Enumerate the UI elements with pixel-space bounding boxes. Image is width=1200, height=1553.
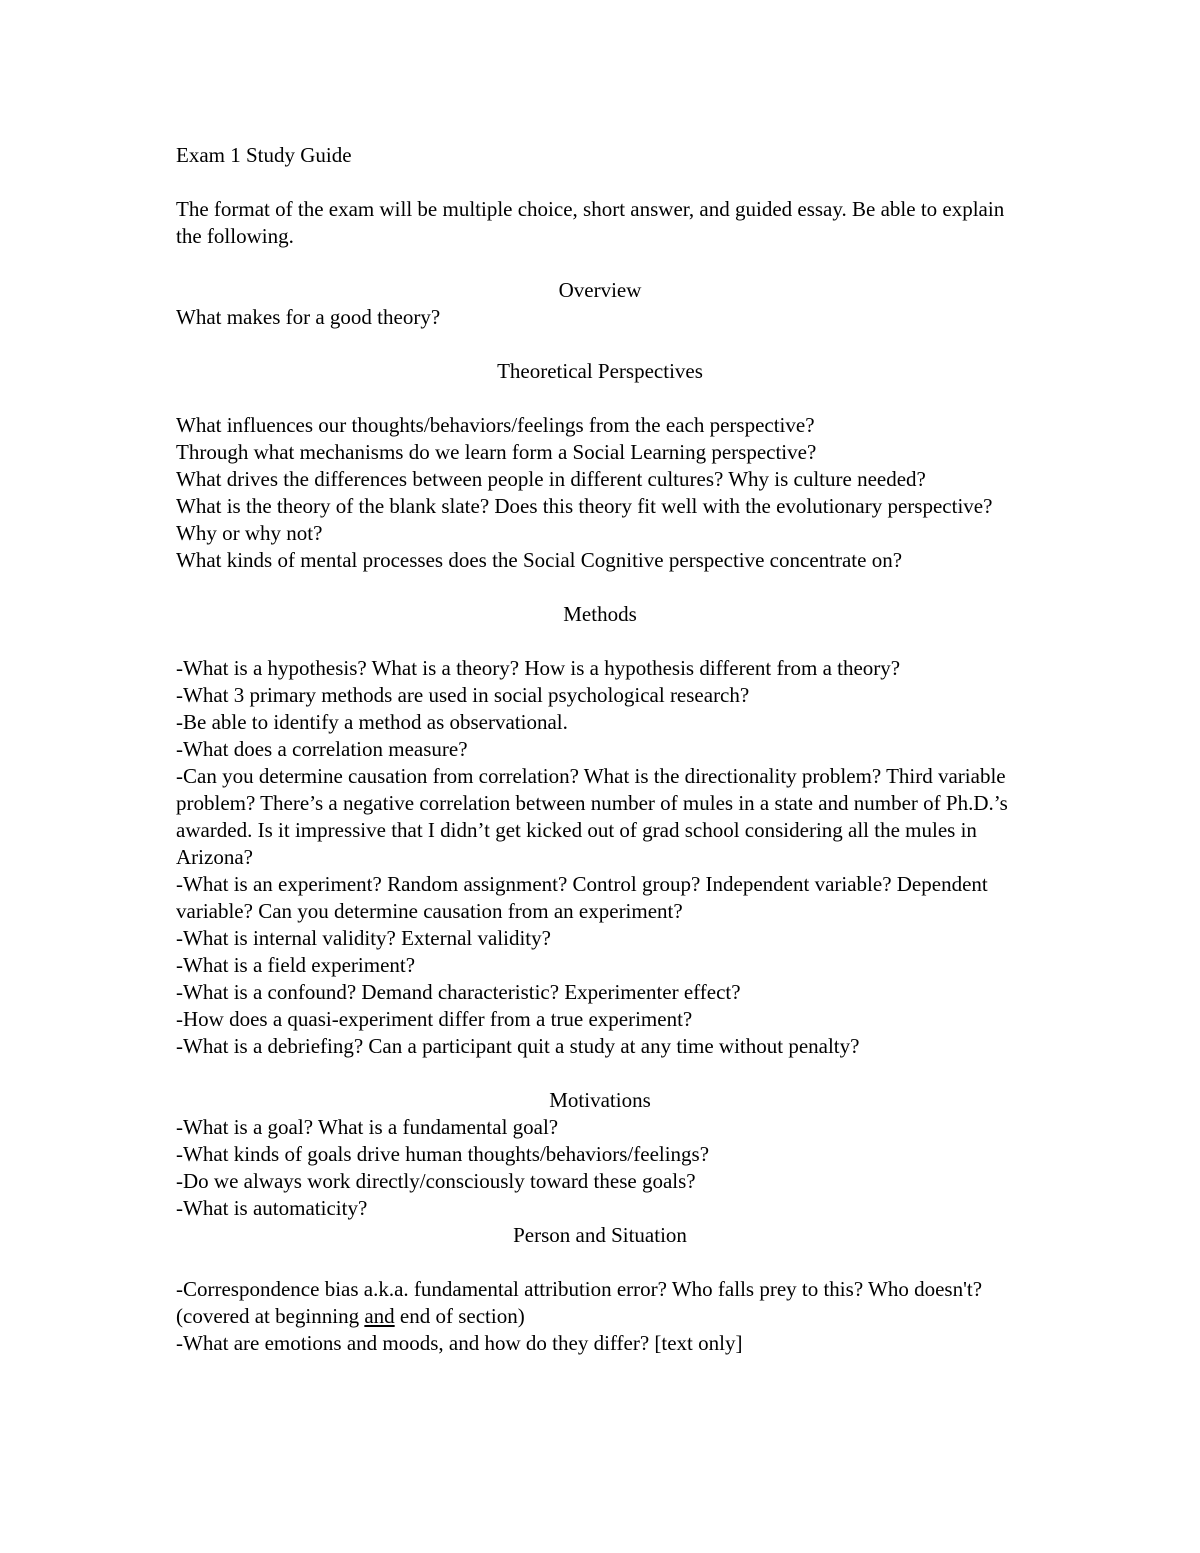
document-title: Exam 1 Study Guide (176, 143, 352, 167)
list-item: -Can you determine causation from correlation? What is the directionality problem? Third variable problem? There’s a negative correlation between number of mules in a state and number of Ph.D.’s awarded. Is it impressive that I didn’t get kicked out of grad school considering all the mules in Arizona? (176, 764, 1008, 869)
list-item: What is the theory of the blank slate? Does this theory fit well with the evolutionary perspective? Why or why not? (176, 494, 993, 545)
list-item: What influences our thoughts/behaviors/feelings from the each perspective? (176, 413, 815, 437)
list-item: -What 3 primary methods are used in social psychological research? (176, 683, 750, 707)
list-item: What kinds of mental processes does the Social Cognitive perspective concentrate on? (176, 548, 903, 572)
underlined-word: and (364, 1304, 395, 1328)
list-item: Through what mechanisms do we learn form a Social Learning perspective? (176, 440, 817, 464)
list-item: -What is a hypothesis? What is a theory? How is a hypothesis different from a theory? (176, 656, 901, 680)
list-item: -What is an experiment? Random assignment? Control group? Independent variable? Dependent variable? Can you determine causation from an experiment? (176, 872, 988, 923)
intro-paragraph: The format of the exam will be multiple choice, short answer, and guided essay. Be able to explain the following. (176, 197, 1005, 248)
section-heading-overview: Overview (558, 278, 642, 302)
section-heading-person-and-situation: Person and Situation (513, 1223, 687, 1247)
section-overview (176, 277, 1024, 331)
list-item: -What is automaticity? (176, 1196, 368, 1220)
list-item: -What is a debriefing? Can a participant quit a study at any time without penalty? (176, 1034, 860, 1058)
list-item: -What does a correlation measure? (176, 737, 468, 761)
list-item: What drives the differences between people in different cultures? Why is culture needed? (176, 467, 926, 491)
section-heading-methods: Methods (563, 602, 637, 626)
list-item-text: -Correspondence bias a.k.a. fundamental attribution error? Who falls prey to this? Who doesn't? (covered at beginning (176, 1277, 983, 1328)
section-heading-motivations: Motivations (549, 1088, 651, 1112)
list-item: -What is internal validity? External validity? (176, 926, 551, 950)
section-motivations (176, 1087, 1024, 1222)
section-heading-theoretical-perspectives: Theoretical Perspectives (497, 359, 703, 383)
section-person-and-situation (176, 1222, 1024, 1357)
list-item: -What are emotions and moods, and how do they differ? [text only] (176, 1331, 743, 1355)
list-item: What makes for a good theory? (176, 305, 441, 329)
list-item: -What kinds of goals drive human thoughts/behaviors/feelings? (176, 1142, 710, 1166)
list-item: -What is a goal? What is a fundamental goal? (176, 1115, 559, 1139)
list-item: -Be able to identify a method as observational. (176, 710, 568, 734)
section-theoretical-perspectives (176, 358, 1024, 574)
list-item: -What is a field experiment? (176, 953, 416, 977)
section-methods (176, 601, 1024, 1060)
list-item: -What is a confound? Demand characteristic? Experimenter effect? (176, 980, 741, 1004)
list-item (176, 1276, 1024, 1330)
list-item-text: end of section) (394, 1304, 525, 1328)
document-page (176, 142, 1024, 1357)
list-item: -How does a quasi-experiment differ from a true experiment? (176, 1007, 693, 1031)
list-item: -Do we always work directly/consciously toward these goals? (176, 1169, 696, 1193)
